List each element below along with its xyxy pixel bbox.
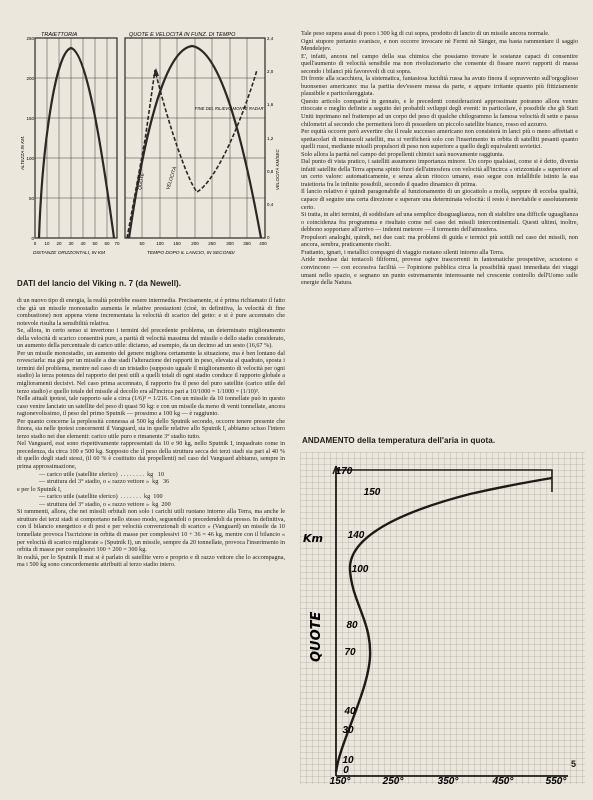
- tick: 2,4: [267, 36, 274, 41]
- tick: 0: [33, 241, 37, 246]
- paragraph: E', infatti, ancora nel campo della sua chimica che possiamo trovare le sostanze capaci di consentire quell'aumento di velocità sensibile ma non rivoluzionario che consente di fissare nuovi rapporti di massa secondo i bilanci più favorevoli di cui sopra.: [301, 52, 578, 75]
- list-item: — carico utile (satellite sferico) . . . . . . . kg 100: [39, 493, 163, 501]
- tick: 100: [156, 241, 164, 246]
- tick: 200: [26, 76, 34, 81]
- paragraph: Propulsori analoghi, quindi, nei due casi: ma problemi di guida e termici più sottili nel caso dei missili, non ancora, sembra, praticamente risolti.: [301, 233, 578, 249]
- paragraph: Se, allora, in certo senso si invertono i termini del precedente problema, un determinato miglioramento della velocità di scarico consentirà pure, a parità di velocità massima del missile o dello stadio considerato, un aumento della percentuale di carico utile: diciamo, ad esempio, da un decimo ad un sesto (16,67 %).: [17, 327, 285, 350]
- tick: 150: [363, 487, 381, 498]
- paragraph: di un nuovo tipo di energia, la realtà potrebbe essere intermedia. Precisamente, si è prima richiamato il fatto che già un missile monostadio aumenta le relative prestazioni (cioè, in definitiva, la velocità di fine combustione) non appena viene incrementata la velocità di scarico del getto: e si è pure accennato che notevole risulta la sensibilità relativa.: [17, 297, 285, 327]
- paragraph: Frattanto, ignari, i metallici compagni di viaggio ruotano silenti intorno alla Terra.: [301, 248, 505, 256]
- paragraph: Solo allora la parità nel campo dei propellenti chimici sarà nuovamente raggiunta.: [301, 150, 505, 158]
- tick: 100: [351, 564, 369, 575]
- tick: 350°: [437, 776, 459, 784]
- paragraph: Si rammenti, allora, che nei missili orbitali non solo i carichi utili ruotano intorno alla Terra, ma anche le strutture dei terzi stadi si comportano nello stesso modo, seguendoli o precedendoli da presso. In definitiva, con il bilancio energetico e di pesi e per velocità convenzionali di scarico » (Vanguard) un missile da 10 tonnellate provoca l'iscrizione in orbita di masse per complessivi 10 + 36 = 46 kg, mentre con il bilancio « per velocità di scarico migliorate » (Sputnik I), un missile, sempre da 20 tonnellate, provoca l'inserimento in orbita di masse per complessivi 100 + 200 = 300 kg.: [17, 508, 285, 554]
- tick: 170: [335, 466, 353, 477]
- temperature-figure: [300, 452, 585, 784]
- tick: 60: [104, 241, 110, 246]
- y-left-label: ALTEZZA IN KM.: [20, 135, 25, 170]
- tick: 0,8: [267, 169, 274, 174]
- paragraph: Tale peso supera assai di poco i 300 kg di cui sopra, prodotto di lancio di un missile ancora normale.: [301, 30, 550, 37]
- tick: 400: [259, 241, 267, 246]
- tick: 70: [114, 241, 120, 246]
- tick: 250: [208, 241, 216, 246]
- paragraph: Per quanto concerne la perplessità connessa ai 500 kg dello Sputnik secondo, occorre tenere presente che finora, sia nelle ipotesi concernenti il Vanguard, sia in quelle relative allo Sputnik I, abbiamo scisso l'intero terzo stadio nei due elementi: carico utile puro e rimanente 3° stadio tutto.: [17, 417, 285, 440]
- tick: 1,2: [267, 136, 274, 141]
- radar-label: FINE DEL RILIEVO MONTE RADAR: [195, 106, 264, 111]
- tick: 250: [26, 36, 34, 41]
- trajectory-title: TRAIETTORIA: [41, 32, 78, 38]
- velocity-label: VELOCITÀ: [166, 166, 179, 191]
- y-label: QUOTE: [309, 611, 324, 662]
- tick: 80: [346, 620, 358, 631]
- paragraph: Il lancio relativo è quindi paragonabile al funzionamento di un giocattolo a molla, seppure di eccelsa qualità, capace di seguire una certa direzione e superare una determinata velocità: il resto è inevitabile e assolutamente certo.: [301, 188, 578, 211]
- viking-launch-figure: [17, 30, 282, 275]
- list-item: — struttura del 3° stadio, o « razzo vettore » kg 36: [39, 478, 170, 486]
- figure-bottom-caption: ANDAMENTO della temperatura dell'aria in quota.: [302, 436, 496, 445]
- tick: 10: [44, 241, 50, 246]
- right-column: [301, 30, 578, 287]
- tick: 350: [243, 241, 251, 246]
- list-item: — carico utile (satellite sferico) . . . . . . . . kg 10: [39, 470, 165, 478]
- paragraph: Questo articolo comparirà in gennaio, e le precedenti considerazioni approssimate potranno allora venire ritoccate e meglio definite a seguito dei probabili sviluppi degli eventi: in particolare, è possibile che gli Stati Uniti inprimano nel frattempo ad un corpo del peso di qualche chilogrammo la famosa velocità di sette e passa chilometri al secondo che permetterà loro di possedere un piccolo satellite bianco, rosso ed azzurro.: [301, 97, 578, 128]
- paragraph: In realtà, per lo Sputnik II mai si è parlato di satellite vero e proprio e di razzo vettore che lo accompagna, ma i 500 kg sono concordemente attribuiti al terzo stadio intero.: [17, 553, 285, 569]
- tick: 40: [344, 706, 356, 717]
- tick: 20: [56, 241, 62, 246]
- figure-top-caption: DATI del lancio del Viking n. 7 (da Newell).: [17, 279, 182, 288]
- x-left-label: DISTANZE ORIZZONTALI, IN KM: [33, 251, 106, 256]
- tick: 140: [347, 530, 365, 541]
- tick: 300: [226, 241, 234, 246]
- tick: 10: [342, 755, 354, 766]
- left-column: [17, 297, 285, 569]
- tick: 1,6: [267, 102, 274, 107]
- paragraph: Di fronte alla scacchiera, la sistematica, fantasiosa lucidità russa ha avuto finora il sopravvento sull'orgoglioso buonsenso americano: ma la partita dev'essere messa da parte, e appare irritante quanto più fittiziamente plausibile e particolareggiata.: [301, 75, 578, 98]
- tick: 50: [28, 196, 34, 201]
- paragraph: Dal punto di vista pratico, i satelliti assumono importanza minore. Un corpo qualsiasi, come si è detto, diventa infatti satellite della Terra appena spinto fuori dell'atmosfera con velocità all'incirca « orizzontale » superiore ad un certo valore: automaticamente, e senza alcun ritocco umano, esso segue con infallibile istinto la sua traiettoria fra le infinite possibili, secondo il quadro dinamico di prima.: [301, 158, 578, 188]
- tick: 550°: [545, 776, 567, 784]
- quote-label: QUOTE: [138, 172, 146, 191]
- paragraph: Aride meduse dai tentacoli filiformi, provese ogive trascorrenti in fantomatiche prospettive, scuotono e convincono — con eccessiva facilità — l'opinione pubblica circa la possibilità quasi immediata dei viaggi umani nello spazio, e segnano un punto estremamente interessante nel crescente controllo dell'Uomo sulle energie della Natura.: [301, 256, 578, 287]
- paragraph: Si tratta, in altri termini, di soddisfare ad una semplice disuguaglianza, non di stabilire una difficile uguaglianza o coincidenza fra programma e risultato come nel caso dei missili intercontinentali. Questi ultimi, inoltre, debbono sopportare all'arrivo — indenni meteore — il tormento dell'atmosfera.: [301, 211, 578, 234]
- tick: 0,4: [267, 202, 274, 207]
- tick: 0: [31, 236, 34, 241]
- tick: 40: [80, 241, 86, 246]
- tick: 150°: [329, 776, 351, 784]
- tick: 150: [26, 116, 34, 121]
- tick: 50: [92, 241, 98, 246]
- tick: 250°: [382, 776, 404, 784]
- y-right-label: VELOCITÀ KM/SEC: [275, 149, 280, 190]
- paragraph: e per lo Sputnik I,: [17, 485, 62, 493]
- tick: 30: [342, 725, 354, 736]
- tick: 100: [26, 156, 34, 161]
- tick: 200: [191, 241, 199, 246]
- page-number: 5: [570, 759, 576, 769]
- tick: 0: [343, 765, 349, 776]
- tick: 450°: [492, 776, 514, 784]
- tick: 70: [344, 647, 356, 658]
- tick: 0: [267, 235, 270, 240]
- figure-header: QUOTE E VELOCITÀ IN FUNZ. DI TEMPO: [129, 32, 236, 38]
- tick: 50: [139, 241, 145, 246]
- tick: 30: [68, 241, 74, 246]
- list-item: — struttura del 3° stadio, o « razzo vettore » kg 200: [39, 500, 171, 508]
- paragraph: Nelle attuali ipotesi, tale rapporto sale a circa (1/6)³ = 1/216. Con un missile da 10 tonnellate può in questo caso venire lanciato un satellite del peso di quasi 50 kg: e con un missile da meno di venti tonnellate, ancora ragionevolissimo, il peso del primo Sputnik — prossimo a 100 kg — è raggiunto.: [17, 395, 285, 418]
- x-right-label: TEMPO DOPO IL LANCIO, IN SECONDI: [147, 251, 235, 256]
- paragraph: Ogni stupore pertanto svanisce, e non occorre invocare nè Fermi nè Sänger, ma basta rammentare il saggio Mendelejev.: [301, 37, 578, 53]
- tick: 2,0: [267, 69, 274, 74]
- paragraph: Per un missile monostadio, un aumento del genere migliora certamente la situazione, ma è ben lontano dal rovesciarla: ma già per un missile a due stadi l'alterazione dei rapporti in peso, elevata al quadrato, sposta i termini del problema, mentre nel caso di un tristadio (supposto uguale il miglioramento di velocità per ogni stadio) la terza potenza del rapporto dei pesi utili a quelli totali di ogni stadio conduce il rapporto globale a miglioramenti decisivi. Nel caso prima accennato, il rapporto fra il peso del puro satellite (carico utile del terzo stadio) e quello totale del missile al decollo era all'incirca pari a 10/1000 = 1/1000 = (1/10)³.: [17, 349, 285, 395]
- tick: 150: [173, 241, 181, 246]
- paragraph: Per equità occorre però avvertire che il reale successo americano non consisterà in lanci più o meno affrettati e spettacolari di minuscoli satelliti, ma si verificherà solo con l'inserimento in orbita di satelliti pesanti quanto quelli russi, mediante missili propulsori di peso non superiore a quello degli equivalenti sovietici.: [301, 128, 578, 151]
- y-unit: Km: [303, 532, 323, 545]
- paragraph: Nel Vanguard, essi sono rispettivamente rappresentati da 10 e 90 kg, nello Sputnik I, inquadrato come in precedenza, da circa 100 e 500 kg. Supposto che il peso della struttura secca dei terzi stadi sia pari al 40 % di quello degli stadi stessi, (il 60 % è costituito dai propellenti) nel caso del Vanguard abbiamo, sempre in prima approssimazione,: [17, 440, 285, 471]
